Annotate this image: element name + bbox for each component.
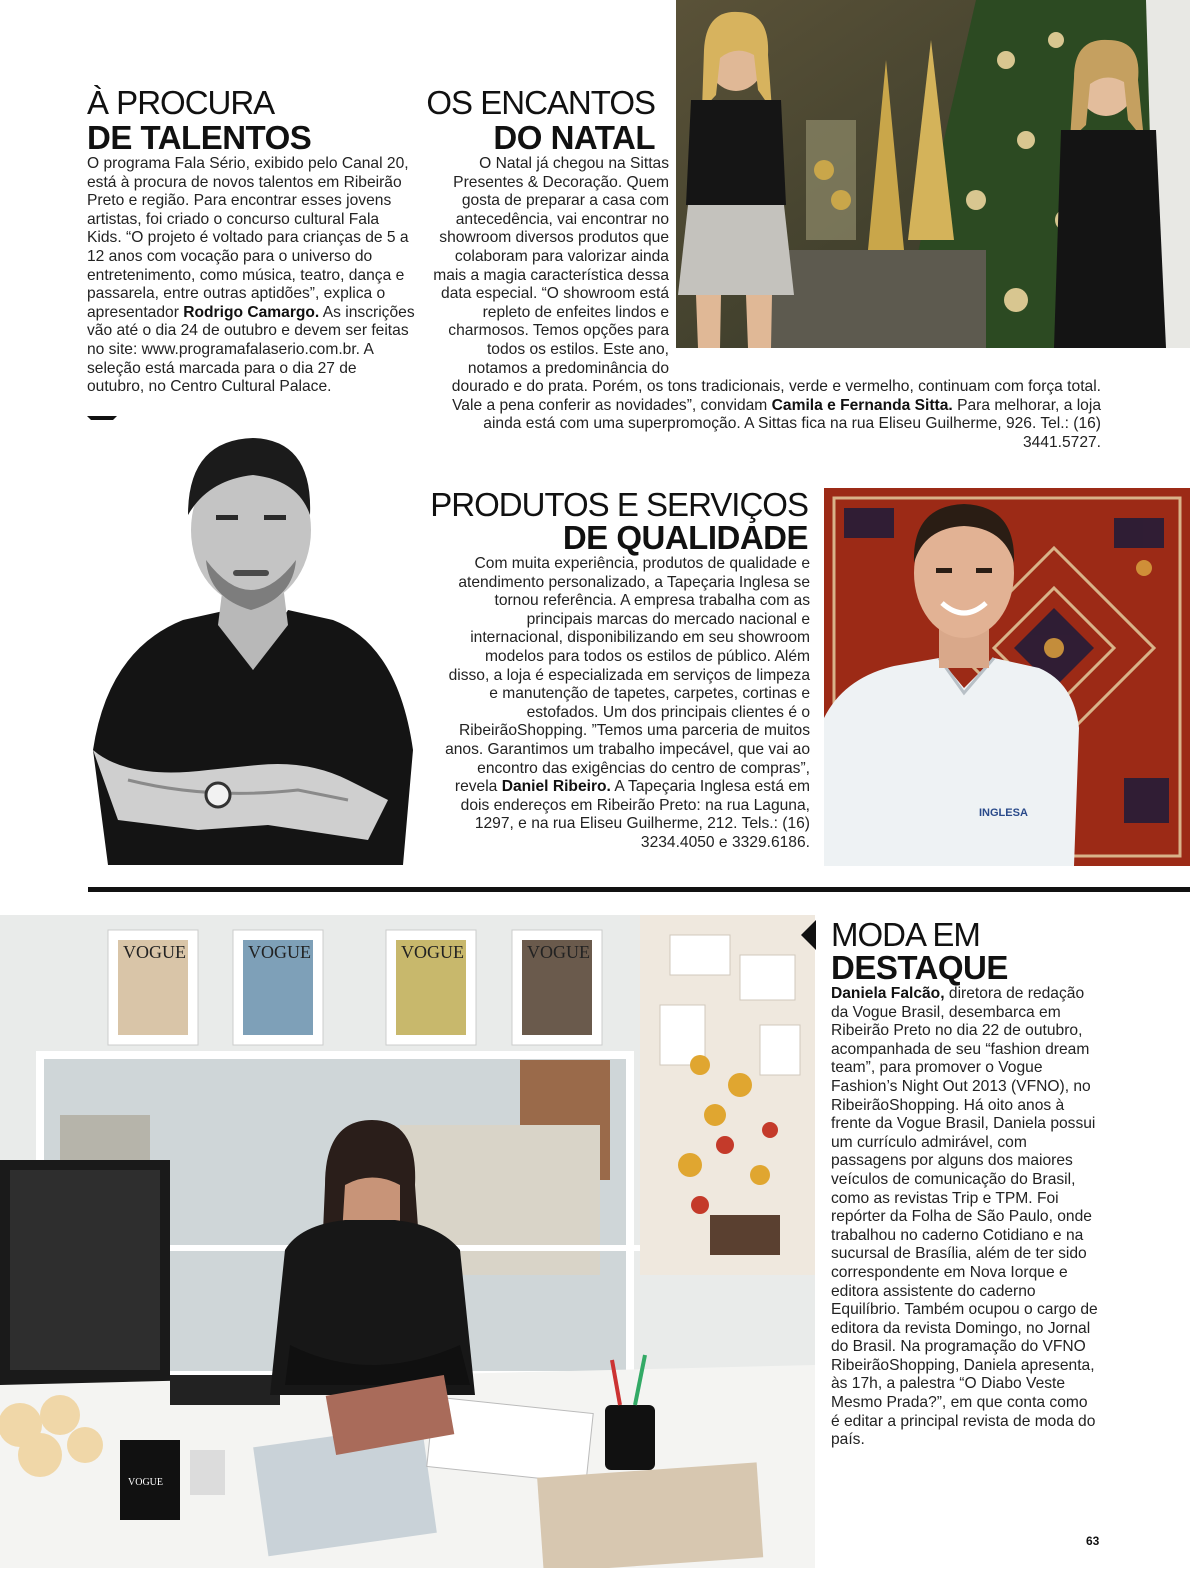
produtos-body-text: Com muita experiência, produtos de qualidade e atendimento personalizado, a Tapeçaria Inglesa se tornou referência. A empresa trabalha com as principais marcas do mercado nacional e internacional, disponibilizando em seu showroom modelos para todos os estilos de público. Além disso, a loja é especializada em serviços de limpeza e manutenção de tapetes, carpetes, cortinas e estofados. Um dos principais clientes é o RibeirãoShopping. ”Temos uma parceria de muitos anos. Garantimos um trabalho impecável, que vai ao encontro das exigências do centro de compras”, revela [445, 555, 810, 796]
moda-body-text: diretora de redação da Vogue Brasil, desembarca em Ribeirão Preto no dia 22 de outubro, acompanhada de seu “fashion dream team”, para promover o Vogue Fashion’s Night Out 2013 (VFNO), no RibeirãoShopping. Há oito anos à frente da Vogue Brasil, Daniela possui um currículo admirável, com passagens por alguns dos maiores veículos de comunicação do Brasil, como as revistas Trip e TPM. Foi repórter da Folha de São Paulo, onde trabalhou no caderno Cotidiano e na sucursal de Brasília, além de ter sido correspondente em Nova Iorque e editora assistente do caderno Equilíbrio. Também ocupou o cargo de editora da revista Domingo, no Jornal do Brasil. Na programação do VFNO RibeirãoShopping, Daniela apresenta, às 17h, a palestra “O Diabo Veste Mesmo Prada?”, em que conta como é editar a principal revista de moda do país. [831, 985, 1098, 1449]
vogue-candle-label: VOGUE [128, 1477, 163, 1488]
natal-title: DO NATAL [493, 119, 655, 156]
produtos-body [440, 555, 810, 853]
moda-body [831, 985, 1099, 1450]
talentos-person-name: Rodrigo Camargo. [183, 303, 320, 321]
produtos-title: DE QUALIDADE [562, 519, 808, 556]
daniela-falcao-photo [0, 915, 815, 1568]
section-divider [88, 887, 1190, 892]
page-number: 63 [1086, 1534, 1100, 1548]
talentos-body-text: O programa Fala Sério, exibido pelo Canal 20, está à procura de novos talentos em Ribeirão Preto e região. Para encontrar esses jovens artistas, foi criado o concurso cultural Fala Kids. “O projeto é voltado para crianças de 5 a 12 anos com vocação para o universo do entretenimento, como música, teatro, dança e passarela, entre outras aptidões”, explica o apresentador [87, 155, 409, 321]
vogue-poster-3-label: VOGUE [401, 942, 464, 962]
moda-title: DESTAQUE [831, 949, 1008, 986]
talentos-kicker: À PROCURA [87, 84, 275, 121]
rodrigo-camargo-photo [88, 420, 418, 865]
talentos-body-text-end: As inscrições vão até o dia 24 de outubro e devem ser feitas no site: www.programafalaserio.com.br. A seleção está marcada para o dia 27 de outubro, no Centro Cultural Palace. [87, 303, 415, 396]
natal-kicker: OS ENCANTOS [426, 84, 655, 121]
produtos-person-name: Daniel Ribeiro. [501, 778, 611, 796]
vogue-poster-2-label: VOGUE [248, 942, 311, 962]
talentos-title: DE TALENTOS [87, 119, 312, 156]
natal-body-text-end: Para melhorar, a loja ainda está com uma superpromoção. A Sittas fica na rua Eliseu Guilherme, 926. Tel.: (16) 3441.5727. [483, 396, 1101, 451]
natal-photo-wrap-spacer [669, 155, 1101, 360]
moda-kicker: MODA EM [831, 916, 980, 953]
natal-person-name: Camila e Fernanda Sitta. [771, 396, 953, 414]
natal-body-text: O Natal já chegou na Sittas Presentes & Decoração. Quem gosta de preparar a casa com antecedência, vai encontrar no showroom diversos produtos que colaboram para valorizar ainda mais a magia característica dessa data especial. “O showroom está repleto de enfeites lindos e charmosos. Temos opções para todos os estilos. Este ano, notamos a predominância do dourado e do prata. Porém, os tons tradicionais, verde e vermelho, continuam com força total. Vale a pena conferir as novidades”, convidam [433, 155, 1101, 414]
produtos-body-text-end: A Tapeçaria Inglesa está em dois endereços em Ribeirão Preto: na rua Laguna, 1297, e na rua Eliseu Guilherme, 212. Tels.: (16) 3234.4050 e 3329.6186. [460, 778, 810, 851]
left-triangle-icon [801, 920, 816, 950]
shirt-logo-text: INGLESA [979, 807, 1028, 819]
daniel-ribeiro-photo [824, 488, 1190, 866]
produtos-kicker: PRODUTOS E SERVIÇOS [430, 486, 808, 523]
natal-body [428, 155, 1101, 453]
talentos-body [87, 155, 417, 397]
vogue-poster-1-label: VOGUE [123, 942, 186, 962]
moda-person-name: Daniela Falcão, [831, 985, 945, 1002]
vogue-poster-4-label: VOGUE [527, 942, 590, 962]
